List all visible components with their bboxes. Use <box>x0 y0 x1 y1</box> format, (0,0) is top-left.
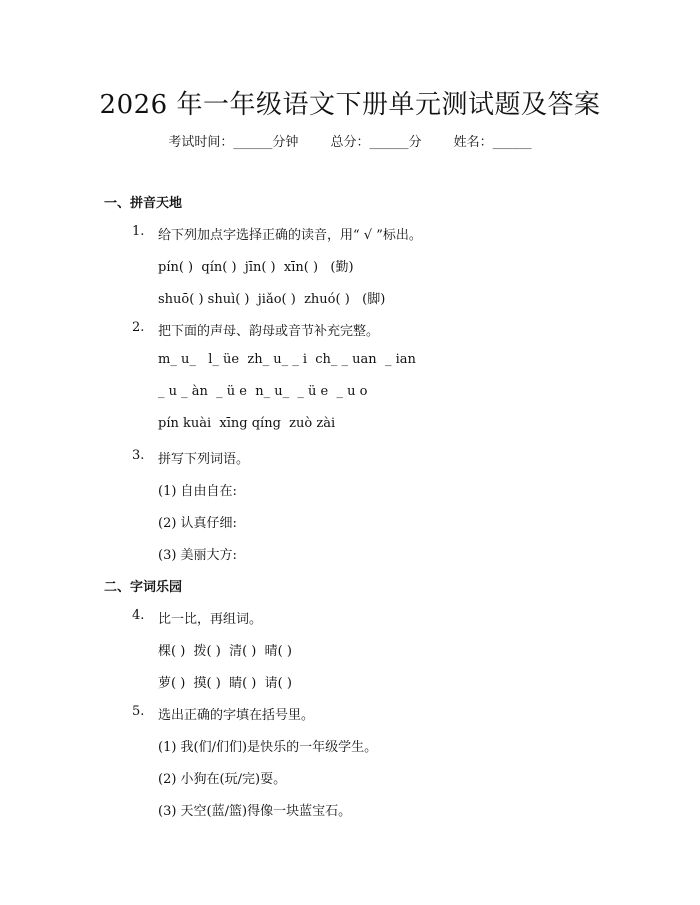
pinyin-options-row: shuō( ) shuì( ) jiǎo( ) zhuó( ) (脚) <box>158 292 386 307</box>
list-item: (3) 天空(蓝/篮)得像一块蓝宝石。 <box>158 804 352 819</box>
list-item: (3) 美丽大方: <box>158 548 237 563</box>
question-number: 1. <box>132 224 145 239</box>
pinyin-blank-row: pín kuài xīng qíng zuò zài <box>158 416 336 431</box>
question-text: 把下面的声母、韵母或音节补充完整。 <box>158 324 380 339</box>
pinyin-blank-row: m_ u_ l_ üe zh_ u_ _ i ch_ _ uan _ ian <box>158 352 416 367</box>
pinyin-options-row: pín( ) qín( ) jīn( ) xīn( ) (勤) <box>158 260 354 275</box>
list-item: (2) 认真仔细: <box>158 516 237 531</box>
exam-time: 考试时间：______分钟 <box>168 135 299 150</box>
list-item: (2) 小狗在(玩/完)耍。 <box>158 772 287 787</box>
question-number: 3. <box>132 448 145 463</box>
word-group-row: 棵( ) 拨( ) 清( ) 晴( ) <box>158 644 292 659</box>
exam-meta <box>0 131 700 150</box>
section-heading-words: 二、字词乐园 <box>104 580 183 595</box>
question-text: 给下列加点字选择正确的读音，用“ √ ”标出。 <box>158 228 422 243</box>
question-text: 比一比，再组词。 <box>158 612 263 627</box>
question-number: 4. <box>132 608 145 623</box>
question-number: 5. <box>132 704 145 719</box>
question-text: 选出正确的字填在括号里。 <box>158 708 315 723</box>
word-group-row: 萝( ) 摸( ) 睛( ) 请( ) <box>158 676 292 691</box>
list-item: (1) 自由自在: <box>158 484 237 499</box>
page-title: 2026 年一年级语文下册单元测试题及答案 <box>99 90 601 120</box>
question-text: 拼写下列词语。 <box>158 452 250 467</box>
section-heading-pinyin: 一、拼音天地 <box>104 196 183 211</box>
list-item: (1) 我(们/们们)是快乐的一年级学生。 <box>158 740 378 755</box>
exam-score: 总分：______分 <box>330 135 422 150</box>
student-name: 姓名：______ <box>453 135 532 150</box>
pinyin-blank-row: _ u _ àn _ ü e n_ u_ _ ü e _ u o <box>158 384 368 399</box>
question-number: 2. <box>132 320 145 335</box>
